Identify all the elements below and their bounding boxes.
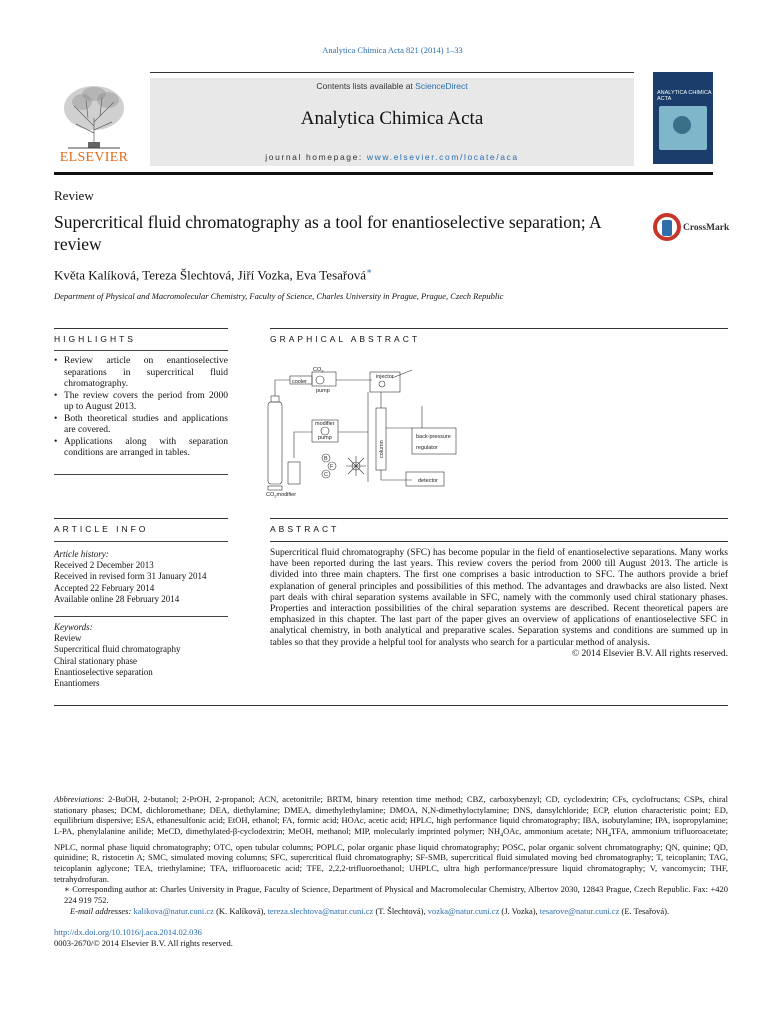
highlight-item: • Applications along with separation conditions are arranged in tables. — [54, 437, 228, 460]
doi-block — [54, 927, 233, 948]
email-footnote — [54, 906, 728, 917]
crossmark-icon — [653, 213, 681, 241]
authors-text: Květa Kalíková, Tereza Šlechtová, Jiří Vozka, Eva Tesařová — [54, 267, 366, 283]
article-info-heading: ARTICLE INFO — [54, 524, 149, 534]
abstract-top-rule — [270, 518, 728, 519]
modifier-bottle — [288, 462, 300, 484]
abbreviations-text-2: OAc, ammonium acetate; NH — [503, 826, 608, 837]
abbreviations-label: Abbreviations: — [54, 794, 105, 804]
email-link[interactable]: tesarove@natur.cuni.cz — [539, 905, 620, 916]
ga-co2-label: $CO_2$ — [313, 367, 324, 374]
crossmark-badge[interactable] — [653, 213, 733, 243]
abbreviations-text-3: TFA, ammonium trifluoroacetate; NPLC, normal phase liquid chromatography; OTC, open tubular columns; POPLC, polar organic phase liquid chromatography; POSC, polar organic solvent chromatography; QN, quinine; QD, quinidine; R, ristocetin A; SMC, simulated moving columns; SFC, supercritical fluid chromatography; SF-SMB, supercritical fluid simulated moving bed chromatography; T, teicoplanin; TAG, teicoplanin aglycone; TEA, triethylamine; TFA, trifluoroacetic acid; TFE, 2,2,2-trifluoroethanol; UHPLC, ultra high performance/pressure liquid chromatography; V, vancomycin; THF, tetrahydrofuran. — [54, 826, 728, 884]
header-divider — [54, 172, 713, 175]
info-divider — [54, 605, 228, 617]
highlight-item: • Both theoretical studies and applications are covered. — [54, 414, 228, 437]
masthead-top-rule — [150, 72, 634, 73]
highlights-bottom-rule — [54, 474, 228, 475]
email-label: E-mail addresses: — [70, 905, 132, 916]
doi-link[interactable]: http://dx.doi.org/10.1016/j.aca.2014.02.036 — [54, 927, 202, 937]
journal-name: Analytica Chimica Acta — [300, 108, 484, 129]
sciencedirect-link[interactable]: ScienceDirect — [415, 81, 468, 91]
email-link[interactable]: kalikova@natur.cuni.cz — [133, 905, 214, 916]
footnotes — [54, 794, 728, 916]
journal-reference[interactable]: Analytica Chimica Acta 821 (2014) 1–33 — [322, 45, 463, 55]
ga-detector-label: detector — [418, 478, 438, 484]
article-info — [54, 549, 228, 689]
cover-title: ANALYTICA CHIMICA ACTA — [657, 90, 712, 102]
ga-b-label: B — [324, 456, 328, 462]
keyword: Enantioselective separation — [54, 666, 153, 677]
ga-modifier-pump-label: pump — [318, 435, 332, 441]
author-list — [54, 266, 372, 283]
column — [376, 408, 386, 470]
highlights-rule — [54, 350, 228, 351]
co2-cylinder — [268, 402, 282, 484]
homepage-link[interactable]: www.elsevier.com/locate/aca — [366, 152, 519, 162]
article-info-rule — [54, 541, 228, 542]
abstract-bottom-rule — [54, 705, 728, 706]
journal-cover-thumbnail[interactable] — [653, 72, 713, 164]
history-item: Available online 28 February 2014 — [54, 593, 180, 604]
affiliation: Department of Physical and Macromolecular Chemistry, Faculty of Science, Charles University in Prague, Prague, Czech Republic — [54, 291, 504, 301]
email-link[interactable]: tereza.slechtova@natur.cuni.cz — [267, 905, 374, 916]
corresponding-author-footnote: ∗ Corresponding author at: Charles University in Prague, Faculty of Science, Department of Physical and Macromolecular Chemistry, Albertov 2030, 12843 Prague, Czech Republic. Fax: +420 224 919 752. — [64, 884, 728, 906]
ga-co2-modifier-label: $CO_2modifier$ — [266, 492, 297, 498]
history-item: Received in revised form 31 January 2014 — [54, 571, 207, 582]
abstract-text: Supercritical fluid chromatography (SFC) has become popular in the field of enantioselective separations. Many works have been reported during the last years. This review covers the period from 2000 till August 2013. The article is divided into three main chapters. The first one comprises a basic introduction to SFC. The authors provide a brief explanation of general principles and possibilities of this method. The advantages and drawbacks are also listed. Next part deals with chiral separation systems available in SFC, namely with the commonly used chiral stationary phases. Properties and interaction possibilities of the chiral separation systems are described. Recent theoretical papers are emphasized in this chapter. The last part of the paper gives an overview of applications of enantioselective SFC in analytical chemistry, in both analytical and preparative scales. Separation systems and conditions are summed up in tables so that they provide a helpful tool for analysts who search for a particular method of analysis. — [270, 548, 728, 648]
issn-line: 0003-2670/© 2014 Elsevier B.V. All rights reserved. — [54, 937, 233, 948]
ga-modifier-label: modifier — [315, 421, 335, 427]
ga-pump-label: pump — [316, 388, 330, 394]
contents-prefix: Contents lists available at — [316, 81, 416, 91]
publisher-name: ELSEVIER — [59, 150, 129, 165]
highlight-item: • The review covers the period from 2000 up to August 2013. — [54, 391, 228, 414]
keyword: Supercritical fluid chromatography — [54, 644, 181, 655]
highlight-item: • Review article on enantioselective separations in supercritical fluid chromatography. — [54, 356, 228, 391]
abstract-rule — [270, 541, 728, 542]
ga-back-pressure-label: back-pressure — [416, 434, 451, 440]
abbreviations-text-1: 2-BuOH, 2-butanol; 2-PrOH, 2-propanol; ACN, acetonitrile; BRTM, binary retention time method; CBZ, carboxybenzyl; CD, cyclodextrin; CFs, cyclofructans; CSPs, chiral stationary phases; DCM, dichloromethane; DEA, diethylamine; DMEA, dimethylethylamine; DMOA, N,N-dimethyloctylamine; DNS, dansylchloride; ECP, elution characteristic point; ED, equilibrium dispersive; ESA, ethanesulfonic acid; EtOH, ethanol; FA, formic acid; HOAc, acetic acid; HPLC, high performance liquid chromatography; IBA, isobutylamine; IPA, isopropylamine; L-PA, phenylalanine anilide; MeCD, dimethylated-β-cyclodextrin; MeOH, methanol; MIP, molecularly imprinted polymer; NH — [54, 794, 728, 837]
graphical-abstract-heading: GRAPHICAL ABSTRACT — [270, 334, 421, 344]
keywords-label: Keywords: — [54, 622, 93, 633]
ga-injector-label: injector — [376, 374, 394, 380]
email-owner: (K. Kalíková), — [213, 905, 268, 916]
abstract-heading: ABSTRACT — [270, 524, 340, 534]
subscript: 4 — [500, 832, 504, 839]
ga-column-label: column — [379, 440, 385, 458]
graphical-abstract-diagram — [262, 362, 468, 498]
journal-masthead — [150, 78, 634, 166]
history-item: Received 2 December 2013 — [54, 560, 154, 571]
article-title: Supercritical fluid chromatography as a tool for enantioselective separation; A review — [54, 212, 601, 254]
contents-line — [150, 81, 634, 91]
homepage-prefix: journal homepage: — [265, 152, 367, 162]
corresponding-author-mark[interactable]: ∗ — [366, 266, 373, 276]
history-label: Article history: — [54, 549, 109, 559]
article-type: Review — [54, 188, 94, 203]
abstract-copyright: © 2014 Elsevier B.V. All rights reserved. — [571, 648, 728, 659]
email-link[interactable]: vozka@natur.cuni.cz — [427, 905, 500, 916]
abstract-body — [270, 548, 728, 660]
keyword: Review — [54, 633, 82, 644]
highlights-top-rule — [54, 328, 228, 329]
highlights-heading: HIGHLIGHTS — [54, 334, 136, 344]
ga-c-label: C — [324, 472, 328, 478]
subscript: 4 — [607, 832, 611, 839]
history-item: Accepted 22 February 2014 — [54, 582, 155, 593]
cover-image — [659, 106, 707, 150]
keyword: Chiral stationary phase — [54, 655, 137, 666]
highlights-list — [54, 356, 228, 460]
keyword: Enantiomers — [54, 678, 100, 689]
ga-regulator-label: regulator — [416, 445, 438, 451]
graphical-abstract-top-rule — [270, 328, 728, 329]
email-owner: (E. Tesařová). — [619, 905, 670, 916]
article-info-top-rule — [54, 518, 228, 519]
crossmark-label: CrossMark — [683, 223, 730, 233]
email-owner: (J. Vozka), — [499, 905, 540, 916]
abbreviations-footnote — [54, 794, 728, 884]
email-owner: (T. Šlechtová), — [373, 905, 428, 916]
ga-cooler-label: cooler — [292, 379, 307, 385]
ga-f-label: F — [330, 464, 334, 470]
journal-homepage — [150, 152, 634, 162]
pump-icon — [316, 376, 324, 384]
